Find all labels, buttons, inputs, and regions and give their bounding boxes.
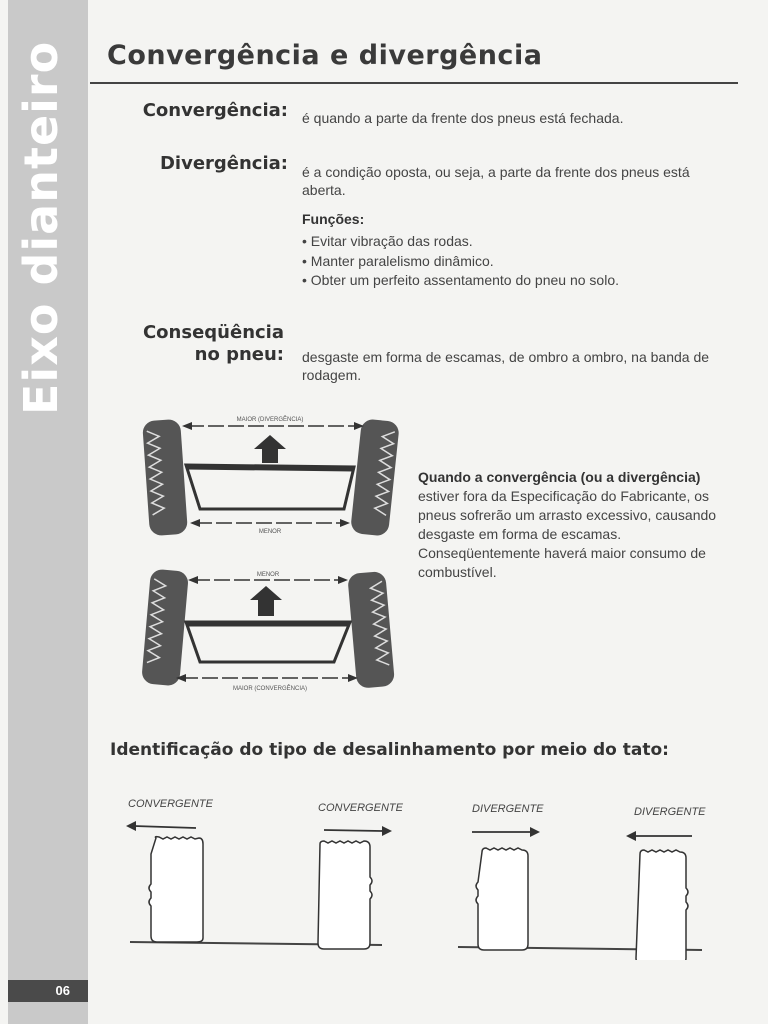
label-divergente-1: DIVERGENTE — [472, 803, 544, 815]
term-consequencia-line1: Conseqüência — [142, 322, 284, 343]
tire-left-icon — [141, 569, 189, 687]
sidebar-title: Eixo dianteiro — [14, 40, 68, 415]
tire-profile-icon — [318, 841, 372, 949]
list-item: • Evitar vibração das rodas. — [302, 232, 619, 252]
title-divider — [90, 82, 738, 84]
identification-title: Identificação do tipo de desalinhamento por meio do tato: — [110, 740, 669, 760]
definition-divergencia: é a condição oposta, ou seja, a parte da frente dos pneus está aberta. — [302, 164, 690, 198]
sidebar — [8, 0, 88, 1024]
arrow-right-icon — [472, 827, 540, 837]
page-number: 06 — [8, 980, 88, 1002]
arrow-left-icon — [126, 821, 196, 831]
list-item: • Manter paralelismo dinâmico. — [302, 252, 619, 272]
identification-diagrams — [120, 790, 720, 960]
note-text: estiver fora da Especificação do Fabricante, os pneus sofrerão um arrasto excessivo, causando desgaste em forma de escamas. Conseqüentemente haverá maior consumo de combustível. — [418, 488, 717, 580]
arrow-right-icon — [324, 826, 392, 836]
arrow-up-icon — [250, 586, 282, 616]
label-convergence-upper: MENOR — [256, 572, 280, 578]
note-heading: Quando a convergência (ou a divergência) — [418, 469, 701, 485]
tire-profile-icon — [636, 850, 688, 960]
tire-profile-icon — [476, 848, 528, 950]
label-convergente-1: CONVERGENTE — [128, 798, 213, 810]
arrow-left-icon — [626, 831, 692, 841]
label-convergence-lower: MAIOR (CONVERGÊNCIA) — [232, 686, 308, 692]
tire-left-icon — [142, 419, 188, 536]
label-divergente-2: DIVERGENTE — [634, 806, 706, 818]
label-divergence-lower: MENOR — [258, 529, 282, 535]
definition-convergencia: é quando a parte da frente dos pneus está fechada. — [302, 110, 624, 126]
page-title: Convergência e divergência — [107, 40, 543, 71]
note-block — [418, 468, 718, 582]
tire-right-icon — [347, 571, 395, 689]
label-divergence-upper: MAIOR (DIVERGÊNCIA) — [236, 417, 304, 423]
tire-profile-icon — [149, 837, 203, 942]
term-consequencia-line2: no pneu: — [194, 344, 284, 365]
definition-consequencia: desgaste em forma de escamas, de ombro a ombro, na banda de rodagem. — [302, 349, 710, 383]
divergence-diagram — [130, 405, 410, 545]
list-item: • Obter um perfeito assentamento do pneu no solo. — [302, 271, 619, 291]
functions-title: Funções: — [302, 211, 365, 227]
functions-list — [302, 232, 619, 291]
label-convergente-2: CONVERGENTE — [318, 802, 403, 814]
term-convergencia: Convergência: — [142, 100, 288, 121]
tire-right-icon — [350, 418, 400, 536]
term-divergencia: Divergência: — [159, 153, 288, 174]
arrow-up-icon — [254, 435, 286, 463]
convergence-diagram — [130, 560, 410, 700]
